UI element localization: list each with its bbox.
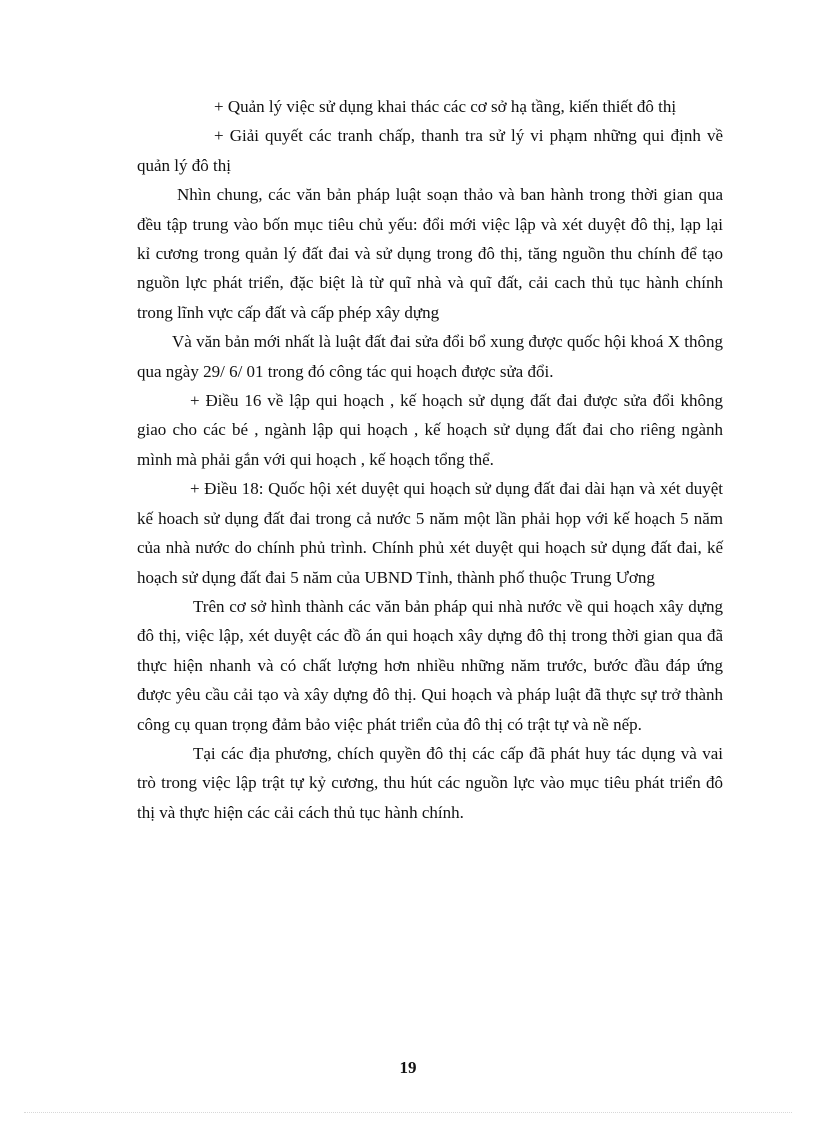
paragraph-article-16: + Điều 16 về lập qui hoạch , kế hoạch sử dụng đất đai được sửa đổi không giao cho các bé , ngành lập qui hoạch , kế hoạch sử dụng đất đai cho riêng ngành mình mà phải gắn với qui hoạch , kế hoạch tổng thể. (137, 391, 723, 469)
paragraph-local-authorities: Tại các địa phương, chích quyền đô thị các cấp đã phát huy tác dụng và vai trò trong việc lập trật tự kỷ cương, thu hút các nguồn lực vào mục tiêu phát triển đô thị và thực hiện các cải cách thủ tục hành chính. (137, 743, 723, 822)
paragraph-disputes: + Giải quyết các tranh chấp, thanh tra sử lý vi phạm những qui định về quản lý đô thị (137, 126, 723, 175)
paragraph-planning-results: Trên cơ sở hình thành các văn bản pháp qui nhà nước về qui hoạch xây dựng đô thị, việc lập, xét duyệt các đồ án qui hoạch xây dựng đô thị trong thời gian qua đã thực hiện nhanh và có chất lượng hơn nhiều những năm trước, bước đầu đáp ứng được yêu cầu cải tạo và xây dựng đô thị. Qui hoạch và pháp luật đã thực sự trở thành công cụ quan trọng đảm bảo việc phát triển của đô thị có trật tự và nề nếp. (137, 596, 723, 734)
document-body (137, 92, 723, 827)
paragraph-land-law: Và văn bản mới nhất là luật đất đai sửa đổi bổ xung được quốc hội khoá X thông qua ngày 29/ 6/ 01 trong đó công tác qui hoạch được sửa đổi. (137, 332, 723, 381)
page-bottom-divider (24, 1112, 792, 1113)
page-number: 19 (399, 1058, 417, 1077)
paragraph-infrastructure: + Quản lý việc sử dụng khai thác các cơ sở hạ tầng, kiến thiết đô thị (214, 97, 677, 116)
paragraph-article-18: + Điều 18: Quốc hội xét duyệt qui hoạch sử dụng đất đai dài hạn và xét duyệt kế hoach sử dụng đất đai trong cả nước 5 năm một lần phải họp với kế hoạch 5 năm của nhà nước do chính phủ trình. Chính phủ xét duyệt qui hoạch sử dụng đất đai, kế hoạch sử dụng đất đai 5 năm của UBND Tỉnh, thành phố thuộc Trung Ương (137, 479, 723, 587)
paragraph-overview: Nhìn chung, các văn bản pháp luật soạn thảo và ban hành trong thời gian qua đều tập trung vào bốn mục tiêu chủ yếu: đổi mới việc lập và xét duyệt đô thị, lạp lại kỉ cương trong quản lý đất đai và sử dụng trong đô thị, tăng nguồn thu chính để tạo nguồn lực phát triển, đặc biệt là từ quĩ nhà và quĩ đất, cải cach thủ tục hành chính trong lĩnh vực cấp đất và cấp phép xây dựng (137, 185, 723, 322)
